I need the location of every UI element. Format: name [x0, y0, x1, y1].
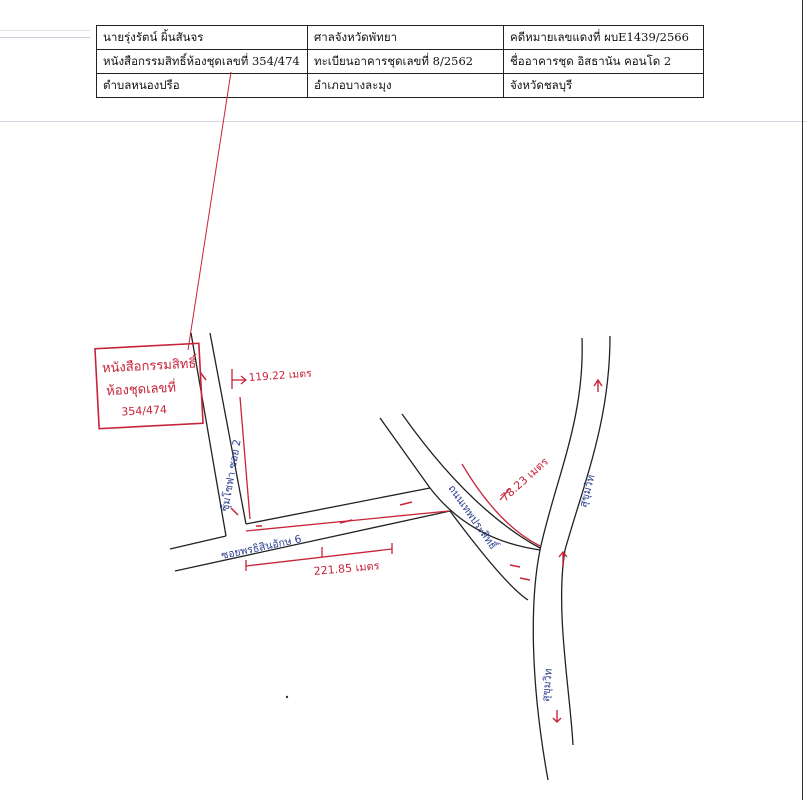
property-label-line3: 354/474 — [120, 403, 168, 419]
road-label: สุขุมวิท — [540, 668, 555, 703]
road-label: สุขุมวิท — [577, 473, 598, 509]
road-label: ถนนเทพประสิทธิ์ — [445, 482, 499, 552]
table-cell: จังหวัดชลบุรี — [504, 74, 704, 98]
main-road — [533, 336, 610, 780]
table-cell: หนังสือกรรมสิทธิ์ห้องชุดเลขที่ 354/474 — [97, 50, 308, 74]
table-cell: นายรุ่งรัตน์ ผิ้นสันจร — [97, 26, 308, 50]
table-cell: ตำบลหนองปรือ — [97, 74, 308, 98]
table-cell: ชื่ออาคารชุด อิสธานัน คอนโด 2 — [504, 50, 704, 74]
distance-label: 221.85 เมตร — [313, 559, 381, 578]
table-cell: ทะเบียนอาคารชุดเลขที่ 8/2562 — [308, 50, 504, 74]
property-box — [95, 343, 203, 428]
soi-distance-marker — [232, 368, 312, 389]
table-cell: อำเภอบางละมุง — [308, 74, 504, 98]
table-cell: ศาลจังหวัดพัทยา — [308, 26, 504, 50]
table-cell: คดีหมายเลขแดงที่ ผบE1439/2566 — [504, 26, 704, 50]
road-label: ซอยพรธิสินอักษ 6 — [220, 533, 303, 562]
scan-speck — [286, 696, 288, 698]
pointer-line — [188, 72, 231, 350]
property-label-line2: ห้องชุดเลขที่ — [105, 380, 177, 400]
distance-label: 78.23 เมตร — [498, 455, 551, 505]
main-road-arrows — [553, 380, 602, 722]
road-label: ซุ้มโซฟา ซอย 2 — [219, 438, 244, 513]
distance-label: 119.22 เมตร — [248, 367, 313, 384]
property-label-line1: หนังสือกรรมสิทธิ์ — [101, 356, 197, 377]
